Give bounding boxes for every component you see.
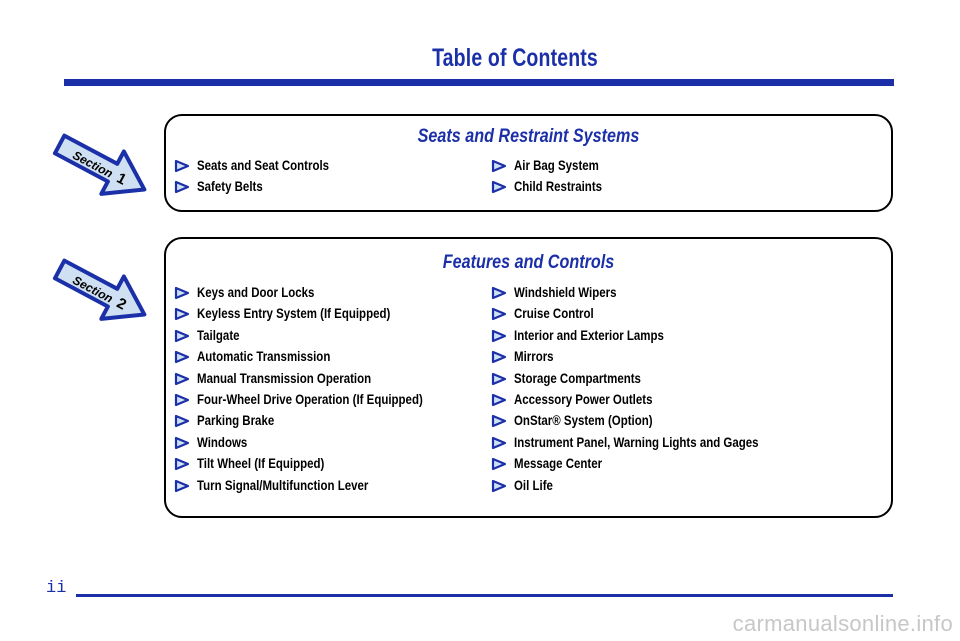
triangle-bullet-icon — [491, 286, 507, 300]
triangle-bullet-icon — [174, 436, 190, 450]
triangle-bullet-icon — [174, 350, 190, 364]
toc-entry-label: Accessory Power Outlets — [514, 390, 653, 407]
section-arrow-badge-icon[interactable] — [50, 121, 154, 213]
toc-entry-label: Cruise Control — [514, 305, 594, 322]
toc-entry-label: Parking Brake — [197, 412, 275, 429]
triangle-bullet-icon — [491, 329, 507, 343]
triangle-bullet-icon — [174, 414, 190, 428]
triangle-bullet-icon — [491, 479, 507, 493]
toc-entry-label: Interior and Exterior Lamps — [514, 326, 664, 343]
triangle-bullet-icon — [491, 307, 507, 321]
triangle-bullet-icon — [491, 393, 507, 407]
toc-entry-label: Windshield Wipers — [514, 284, 617, 300]
triangle-bullet-icon — [174, 286, 190, 300]
section-box-features-controls — [164, 237, 893, 518]
page-title: Table of Contents — [432, 44, 598, 72]
toc-entry-label: Tailgate — [197, 326, 240, 343]
triangle-bullet-icon — [491, 180, 507, 194]
section-arrow-badge-icon[interactable] — [50, 246, 154, 338]
toc-entry-label: Four-Wheel Drive Operation (If Equipped) — [197, 390, 423, 407]
triangle-bullet-icon — [174, 180, 190, 194]
triangle-bullet-icon — [174, 479, 190, 493]
toc-entry-label: Tilt Wheel (If Equipped) — [197, 455, 325, 472]
triangle-bullet-icon — [174, 329, 190, 343]
toc-entry-label: Turn Signal/Multifunction Lever — [197, 476, 369, 493]
toc-entry-label: Seats and Seat Controls — [197, 157, 330, 173]
toc-entry-label: Oil Life — [514, 476, 553, 493]
toc-entry-label: Windows — [197, 433, 248, 450]
toc-entry-label: Automatic Transmission — [197, 348, 331, 365]
section-box-seats-restraints — [164, 114, 893, 212]
toc-entry-label: Storage Compartments — [514, 369, 641, 386]
section-title[interactable]: Features and Controls — [442, 252, 615, 273]
triangle-bullet-icon — [491, 414, 507, 428]
toc-entry-label: Mirrors — [514, 348, 554, 365]
triangle-bullet-icon — [174, 307, 190, 321]
page-number: ii — [46, 579, 67, 598]
title-rule — [64, 79, 894, 86]
watermark: carmanualsonline.info — [732, 611, 953, 636]
triangle-bullet-icon — [174, 159, 190, 173]
triangle-bullet-icon — [491, 372, 507, 386]
toc-entry-label: Keyless Entry System (If Equipped) — [197, 305, 391, 322]
triangle-bullet-icon — [174, 372, 190, 386]
toc-entry-label: Safety Belts — [197, 178, 263, 195]
triangle-bullet-icon — [174, 457, 190, 471]
toc-entry-label: Child Restraints — [514, 178, 603, 195]
section-badge-number: 2 — [113, 294, 130, 314]
toc-entry-label: Message Center — [514, 455, 603, 472]
toc-entry-label: Keys and Door Locks — [197, 284, 315, 300]
triangle-bullet-icon — [491, 159, 507, 173]
toc-entry-label: Air Bag System — [514, 157, 599, 173]
section-badge-number: 1 — [113, 169, 130, 189]
footer-rule — [76, 594, 893, 597]
triangle-bullet-icon — [491, 350, 507, 364]
section-title[interactable]: Seats and Restraint Systems — [417, 126, 640, 147]
section-badge-label: Section — [70, 273, 116, 306]
section-badge-label: Section — [70, 148, 116, 181]
triangle-bullet-icon — [174, 393, 190, 407]
toc-entry-label: OnStar® System (Option) — [514, 412, 653, 429]
toc-entry-label: Manual Transmission Operation — [197, 369, 372, 386]
toc-entry-label: Instrument Panel, Warning Lights and Gages — [514, 433, 759, 450]
triangle-bullet-icon — [491, 436, 507, 450]
triangle-bullet-icon — [491, 457, 507, 471]
